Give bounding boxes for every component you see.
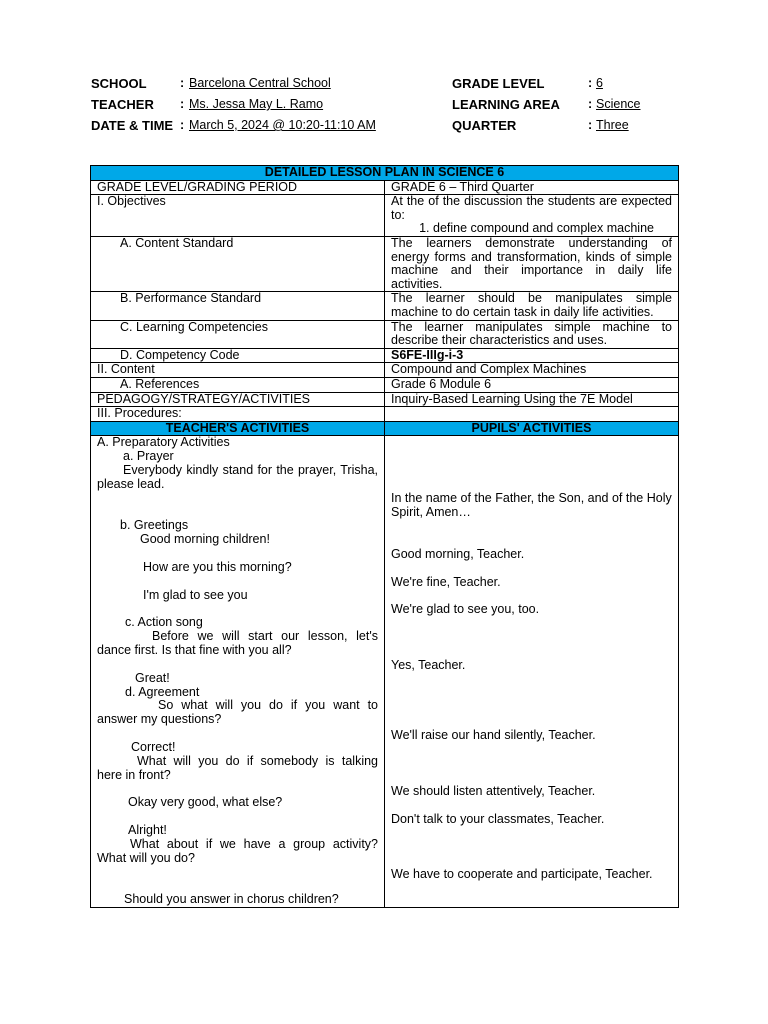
pupil-line: We should listen attentively, Teacher. — [391, 783, 596, 798]
content-value: Compound and Complex Machines — [385, 363, 679, 378]
activities-header-row — [91, 421, 679, 436]
school-value: Barcelona Central School — [189, 76, 331, 90]
teacher-label: TEACHER — [91, 97, 154, 112]
spacer — [97, 547, 378, 561]
teacher-activities-cell — [91, 436, 385, 908]
pupil-activities-header: PUPILS' ACTIVITIES — [385, 421, 679, 436]
spacer — [391, 631, 672, 645]
spacer — [391, 799, 672, 813]
competency-code-value: S6FE-IIIg-i-3 — [385, 348, 679, 363]
spacer — [391, 464, 672, 478]
teacher-line: How are you this morning? — [143, 560, 292, 575]
table-row — [91, 377, 679, 392]
quarter-label: QUARTER — [452, 118, 517, 133]
pupil-activities-cell — [385, 436, 679, 908]
table-row — [91, 363, 679, 378]
spacer — [391, 673, 672, 687]
spacer — [391, 562, 672, 576]
table-row — [91, 236, 679, 291]
spacer — [391, 520, 672, 534]
procedures-empty — [385, 407, 679, 422]
teacher-line: Before we will start our lesson, let's dance first. Is that fine with you all? — [97, 629, 378, 658]
header-row-3 — [0, 118, 768, 139]
spacer — [391, 743, 672, 757]
learning-competencies-label: C. Learning Competencies — [91, 320, 385, 348]
table-row — [91, 180, 679, 195]
date-time-value: March 5, 2024 @ 10:20-11:10 AM — [189, 118, 376, 132]
spacer — [391, 826, 672, 840]
date-time-label: DATE & TIME — [91, 118, 174, 133]
spacer — [391, 757, 672, 771]
pupil-line: We'll raise our hand silently, Teacher. — [391, 728, 596, 743]
pupil-line: We're fine, Teacher. — [391, 574, 501, 589]
grade-period-label: GRADE LEVEL/GRADING PERIOD — [91, 180, 385, 195]
grade-level-label: GRADE LEVEL — [452, 76, 545, 91]
teacher-line: Everybody kindly stand for the prayer, Trisha, please lead. — [97, 462, 378, 491]
pupil-line: Yes, Teacher. — [391, 658, 466, 673]
content-standard-label: A. Content Standard — [91, 236, 385, 291]
teacher-line: So what will you do if you want to answer my questions? — [97, 698, 378, 727]
colon: : — [588, 97, 593, 111]
learning-area-label: LEARNING AREA — [452, 97, 560, 112]
spacer — [391, 771, 672, 785]
teacher-line: Good morning children! — [140, 532, 270, 547]
grade-period-value: GRADE 6 – Third Quarter — [385, 180, 679, 195]
header-block — [0, 76, 768, 139]
pupil-line: We're glad to see you, too. — [391, 602, 540, 617]
objectives-intro: At the of the discussion the students are expected to: — [391, 194, 672, 222]
header-row-2 — [0, 97, 768, 118]
teacher-line: b. Greetings — [120, 518, 189, 533]
table-row — [91, 292, 679, 320]
lesson-plan-table-wrapper — [90, 165, 679, 908]
objectives-cell — [385, 195, 679, 237]
spacer — [391, 534, 672, 548]
colon: : — [588, 76, 593, 90]
objective-item: 1. define compound and complex machine — [433, 222, 672, 236]
spacer — [391, 687, 672, 701]
pupil-line: Good morning, Teacher. — [391, 546, 525, 561]
spacer — [391, 617, 672, 631]
spacer — [391, 840, 672, 854]
table-title-row — [91, 166, 679, 181]
teacher-line: d. Agreement — [125, 684, 200, 699]
spacer — [97, 880, 378, 894]
table-title: DETAILED LESSON PLAN IN SCIENCE 6 — [91, 166, 679, 181]
table-row — [91, 392, 679, 407]
spacer — [97, 782, 378, 796]
teacher-line: Great! — [135, 670, 170, 685]
content-label: II. Content — [91, 363, 385, 378]
objectives-list — [391, 222, 672, 236]
spacer — [97, 603, 378, 617]
teacher-line: What about if we have a group activity? What will you do? — [97, 837, 378, 865]
spacer — [391, 854, 672, 868]
spacer — [97, 866, 378, 880]
spacer — [97, 575, 378, 589]
teacher-line: Okay very good, what else? — [128, 795, 283, 810]
teacher-line: Correct! — [131, 740, 176, 755]
spacer — [391, 645, 672, 659]
colon: : — [180, 97, 185, 111]
pupil-line: In the name of the Father, the Son, and of the Holy Spirit, Amen… — [391, 491, 672, 520]
content-standard-value: The learners demonstrate understanding of energy forms and transformation, kinds of simple machine and their importance in daily life activities. — [385, 236, 679, 291]
header-row-1 — [0, 76, 768, 97]
teacher-line: Alright! — [128, 823, 167, 838]
spacer — [391, 715, 672, 729]
teacher-activities-header: TEACHER'S ACTIVITIES — [91, 421, 385, 436]
teacher-line: Should you answer in chorus children? — [124, 892, 339, 907]
spacer — [391, 450, 672, 464]
objectives-label: I. Objectives — [91, 195, 385, 237]
pupil-line: Don't talk to your classmates, Teacher. — [391, 811, 605, 826]
learning-area-value: Science — [596, 97, 641, 111]
spacer — [97, 491, 378, 505]
table-row — [91, 348, 679, 363]
table-row — [91, 195, 679, 237]
procedures-label: III. Procedures: — [91, 407, 385, 422]
spacer — [391, 436, 672, 450]
colon: : — [180, 118, 185, 132]
teacher-value: Ms. Jessa May L. Ramo — [189, 97, 324, 111]
performance-standard-value: The learner should be manipulates simple machine to do certain task in daily life activities. — [385, 292, 679, 320]
spacer — [391, 701, 672, 715]
spacer — [97, 505, 378, 519]
competency-code-label: D. Competency Code — [91, 348, 385, 363]
pupil-line: We have to cooperate and participate, Teacher. — [391, 867, 653, 882]
references-label: A. References — [91, 377, 385, 392]
spacer — [391, 589, 672, 603]
pedagogy-value: Inquiry-Based Learning Using the 7E Model — [385, 392, 679, 407]
teacher-line: I'm glad to see you — [143, 587, 248, 602]
colon: : — [180, 76, 185, 90]
lesson-plan-table — [90, 165, 679, 908]
table-row — [91, 320, 679, 348]
activities-row — [91, 436, 679, 908]
teacher-line: c. Action song — [125, 615, 203, 630]
table-row — [91, 407, 679, 422]
spacer — [97, 727, 378, 741]
school-label: SCHOOL — [91, 76, 147, 91]
pedagogy-label: PEDAGOGY/STRATEGY/ACTIVITIES — [91, 392, 385, 407]
colon: : — [588, 118, 593, 132]
references-value: Grade 6 Module 6 — [385, 377, 679, 392]
grade-level-value: 6 — [596, 76, 603, 90]
learning-competencies-value: The learner manipulates simple machine to describe their characteristics and uses. — [385, 320, 679, 348]
teacher-line: What will you do if somebody is talking here in front? — [97, 753, 378, 782]
spacer — [97, 658, 378, 672]
spacer — [97, 810, 378, 824]
quarter-value: Three — [596, 118, 629, 132]
performance-standard-label: B. Performance Standard — [91, 292, 385, 320]
spacer — [391, 478, 672, 492]
teacher-line: a. Prayer — [123, 449, 174, 464]
teacher-line: A. Preparatory Activities — [97, 435, 230, 450]
